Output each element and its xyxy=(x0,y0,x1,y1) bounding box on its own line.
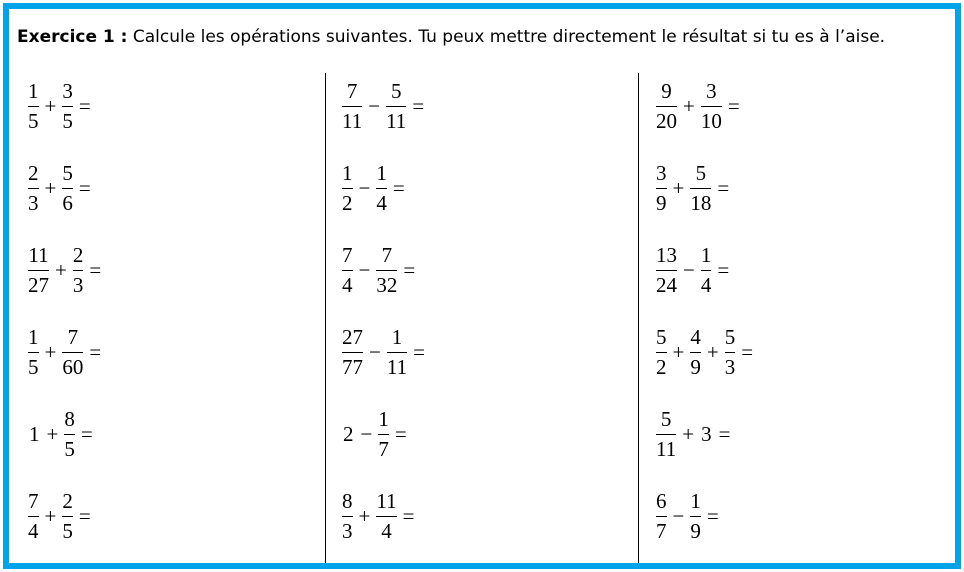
equals-sign: = xyxy=(78,175,91,200)
fraction xyxy=(699,242,714,297)
numerator: 5 xyxy=(62,160,73,185)
numerator: 1 xyxy=(391,324,403,349)
operator: − xyxy=(672,503,685,528)
denominator: 18 xyxy=(690,190,712,215)
fraction xyxy=(26,242,51,297)
expression xyxy=(26,235,101,305)
denominator: 5 xyxy=(28,108,39,133)
equals-sign: = xyxy=(727,93,740,118)
numerator: 11 xyxy=(28,242,49,267)
numerator: 5 xyxy=(656,324,667,349)
denominator: 3 xyxy=(28,190,39,215)
numerator: 5 xyxy=(724,324,736,349)
numerator: 8 xyxy=(342,488,353,513)
denominator: 24 xyxy=(656,272,677,297)
operator: + xyxy=(358,503,371,528)
fraction xyxy=(654,324,669,379)
fraction xyxy=(654,242,679,297)
denominator: 7 xyxy=(656,518,667,543)
equals-sign: = xyxy=(89,257,102,282)
numerator: 27 xyxy=(342,324,363,349)
denominator: 11 xyxy=(342,108,363,133)
denominator: 10 xyxy=(700,108,722,133)
denominator: 4 xyxy=(700,272,712,297)
fraction xyxy=(688,160,713,215)
numerator: 11 xyxy=(376,488,397,513)
expression xyxy=(340,235,415,305)
expression xyxy=(340,153,405,223)
operator: − xyxy=(369,339,381,364)
operator: − xyxy=(360,421,373,446)
numerator: 8 xyxy=(64,406,75,431)
expression xyxy=(654,235,729,305)
denominator: 20 xyxy=(656,108,677,133)
fraction xyxy=(60,78,75,133)
equals-sign: = xyxy=(89,339,102,364)
denominator: 5 xyxy=(28,354,39,379)
fraction xyxy=(340,488,355,543)
numerator: 9 xyxy=(661,78,672,103)
equals-sign: = xyxy=(403,257,416,282)
expression xyxy=(654,153,729,223)
equals-sign: = xyxy=(717,175,730,200)
operator: − xyxy=(358,257,371,282)
fraction xyxy=(340,242,355,297)
fraction xyxy=(26,160,41,215)
denominator: 11 xyxy=(386,108,407,133)
numerator: 2 xyxy=(72,242,84,267)
numerator: 5 xyxy=(660,406,672,431)
denominator: 2 xyxy=(656,354,667,379)
equals-sign: = xyxy=(413,339,425,364)
fraction xyxy=(374,488,398,543)
numerator: 2 xyxy=(62,488,73,513)
operator: + xyxy=(44,339,57,364)
fraction xyxy=(60,324,85,379)
fraction xyxy=(60,488,75,543)
equals-sign: = xyxy=(412,93,425,118)
denominator: 9 xyxy=(690,354,701,379)
denominator: 4 xyxy=(28,518,39,543)
denominator: 3 xyxy=(724,354,736,379)
expression xyxy=(340,399,407,469)
denominator: 7 xyxy=(378,436,389,461)
fraction xyxy=(654,160,669,215)
denominator: 4 xyxy=(342,272,353,297)
fraction xyxy=(71,242,86,297)
fraction xyxy=(654,488,669,543)
denominator: 9 xyxy=(690,518,701,543)
column-divider xyxy=(638,73,639,563)
operator: + xyxy=(672,175,685,200)
denominator: 6 xyxy=(62,190,73,215)
numerator: 7 xyxy=(67,324,79,349)
fraction xyxy=(699,78,724,133)
fraction xyxy=(384,78,408,133)
denominator: 5 xyxy=(64,436,75,461)
operator: + xyxy=(683,93,695,118)
numerator: 1 xyxy=(342,160,353,185)
fraction xyxy=(26,324,41,379)
fraction xyxy=(340,160,355,215)
expression xyxy=(26,399,93,469)
operator: − xyxy=(368,93,381,118)
equals-sign: = xyxy=(741,339,754,364)
integer: 2 xyxy=(343,421,354,446)
numerator: 1 xyxy=(700,242,712,267)
fraction xyxy=(26,78,41,133)
fraction xyxy=(340,324,365,379)
operator: + xyxy=(672,339,685,364)
numerator: 3 xyxy=(706,78,717,103)
exercise-instruction: Calcule les opérations suivantes. Tu peux mettre directement le résultat si tu es à l’aise. xyxy=(132,27,886,47)
operator: + xyxy=(46,421,59,446)
expression xyxy=(340,71,424,141)
numerator: 7 xyxy=(346,78,358,103)
fraction xyxy=(26,488,41,543)
fraction xyxy=(688,324,703,379)
numerator: 7 xyxy=(28,488,39,513)
denominator: 3 xyxy=(342,518,353,543)
equals-sign: = xyxy=(717,257,730,282)
denominator: 60 xyxy=(62,354,84,379)
fraction xyxy=(62,406,77,461)
numerator: 1 xyxy=(28,78,39,103)
denominator: 5 xyxy=(62,518,73,543)
equals-sign: = xyxy=(706,503,719,528)
equals-sign: = xyxy=(80,421,93,446)
operator: + xyxy=(44,175,57,200)
numerator: 3 xyxy=(62,78,73,103)
exercise-frame xyxy=(3,3,961,569)
fraction xyxy=(654,78,679,133)
denominator: 4 xyxy=(381,518,392,543)
denominator: 3 xyxy=(72,272,84,297)
equals-sign: = xyxy=(402,503,415,528)
exercise-header xyxy=(17,27,885,47)
fraction xyxy=(374,242,399,297)
equals-sign: = xyxy=(394,421,407,446)
denominator: 77 xyxy=(342,354,363,379)
operator: − xyxy=(683,257,695,282)
integer: 3 xyxy=(701,421,712,446)
expression xyxy=(26,153,91,223)
numerator: 7 xyxy=(342,242,353,267)
expression xyxy=(654,317,753,387)
fraction xyxy=(654,406,678,461)
denominator: 4 xyxy=(376,190,387,215)
fraction xyxy=(374,160,389,215)
operator: + xyxy=(44,503,57,528)
fraction xyxy=(376,406,391,461)
equals-sign: = xyxy=(78,503,91,528)
expression xyxy=(26,481,91,551)
equals-sign: = xyxy=(78,93,91,118)
operator: + xyxy=(55,257,67,282)
exercise-label: Exercice 1 : xyxy=(17,27,128,47)
expression xyxy=(26,317,101,387)
fraction xyxy=(688,488,703,543)
expression xyxy=(654,481,719,551)
fraction xyxy=(385,324,409,379)
numerator: 13 xyxy=(656,242,677,267)
column-divider xyxy=(325,73,326,563)
fraction xyxy=(60,160,75,215)
numerator: 7 xyxy=(381,242,393,267)
denominator: 2 xyxy=(342,190,353,215)
operator: − xyxy=(358,175,371,200)
operator: + xyxy=(682,421,695,446)
fraction xyxy=(723,324,738,379)
numerator: 1 xyxy=(376,160,387,185)
equals-sign: = xyxy=(392,175,405,200)
integer: 1 xyxy=(29,421,40,446)
numerator: 4 xyxy=(690,324,701,349)
expression xyxy=(340,317,425,387)
expression xyxy=(654,71,740,141)
operator: + xyxy=(706,339,719,364)
denominator: 5 xyxy=(62,108,73,133)
numerator: 1 xyxy=(690,488,701,513)
expression xyxy=(340,481,414,551)
denominator: 27 xyxy=(28,272,49,297)
numerator: 5 xyxy=(695,160,707,185)
operator: + xyxy=(44,93,57,118)
expression xyxy=(26,71,91,141)
numerator: 6 xyxy=(656,488,667,513)
expression xyxy=(654,399,730,469)
denominator: 11 xyxy=(656,436,677,461)
numerator: 1 xyxy=(378,406,389,431)
numerator: 3 xyxy=(656,160,667,185)
numerator: 5 xyxy=(390,78,402,103)
numerator: 2 xyxy=(28,160,39,185)
denominator: 11 xyxy=(386,354,408,379)
fraction xyxy=(340,78,364,133)
numerator: 1 xyxy=(28,324,39,349)
denominator: 9 xyxy=(656,190,667,215)
denominator: 32 xyxy=(376,272,398,297)
equals-sign: = xyxy=(718,421,731,446)
